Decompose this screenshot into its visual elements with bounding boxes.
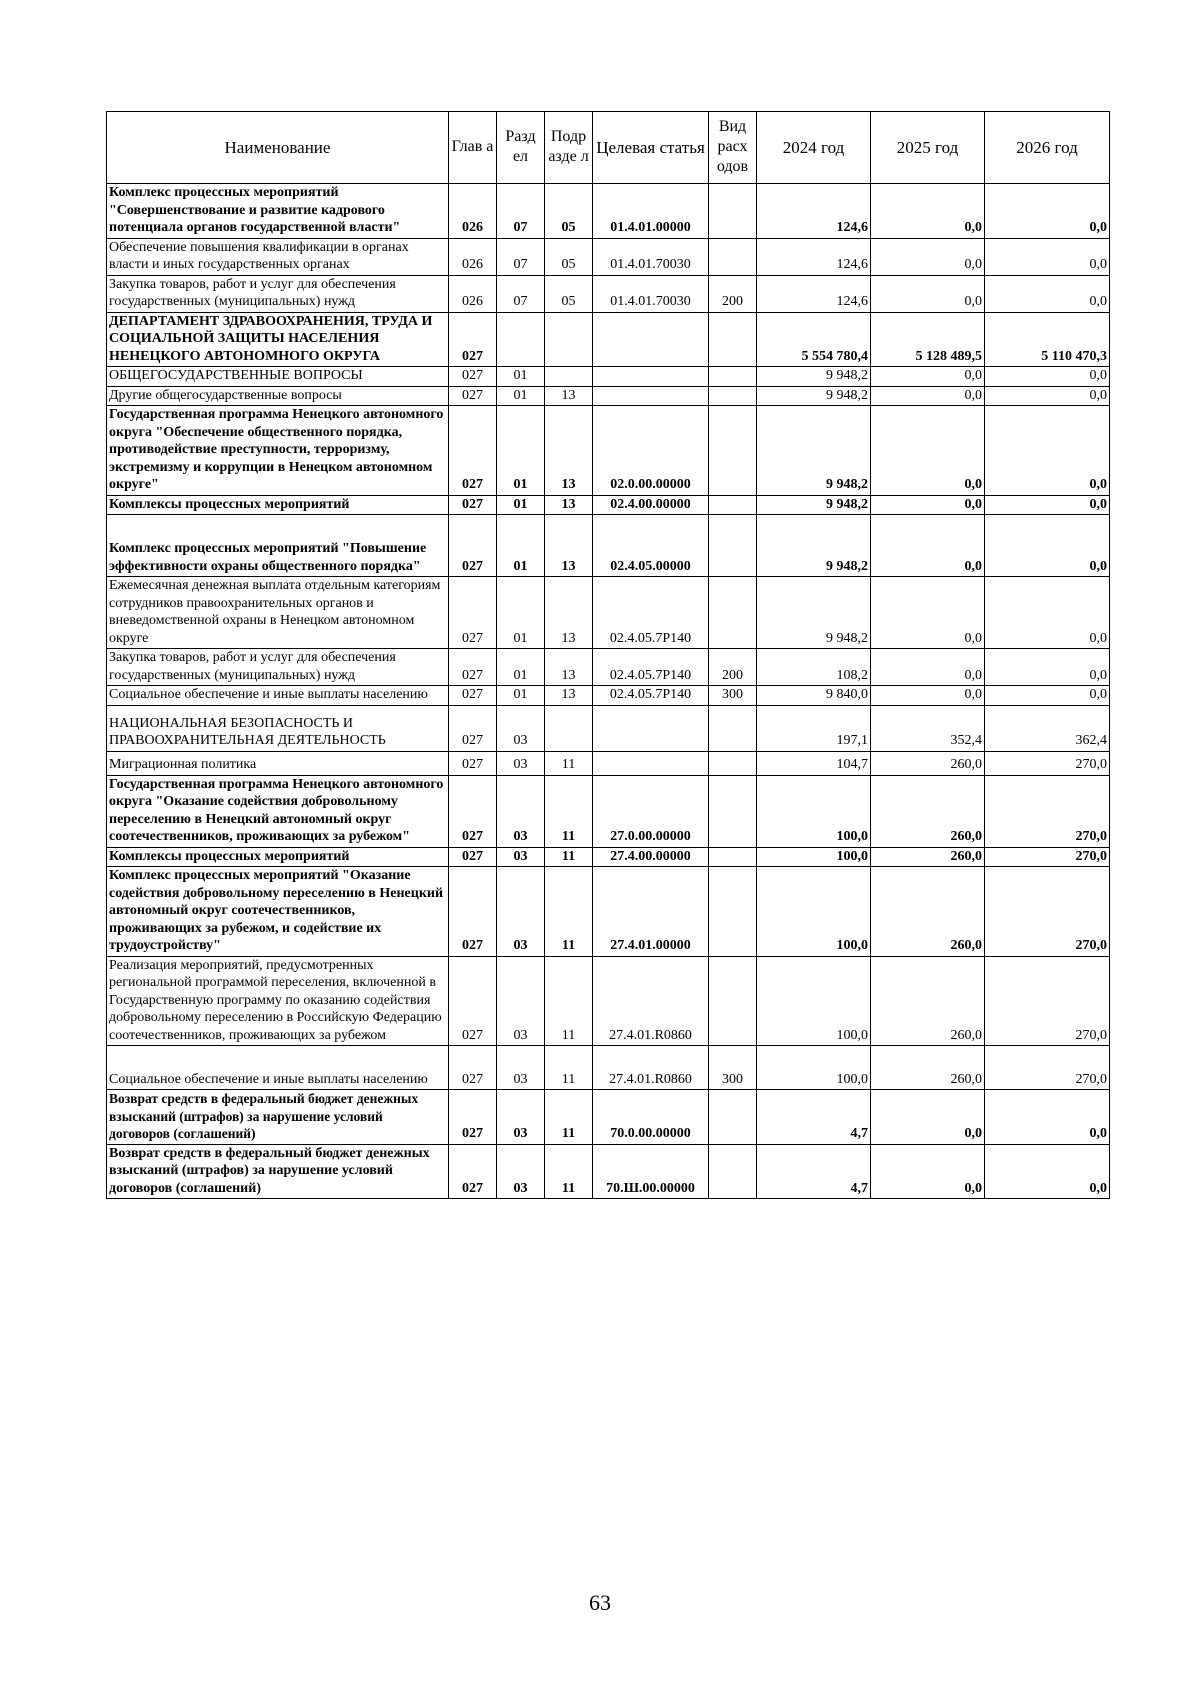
row-2025: 0,0 [871,649,985,686]
row-2024: 104,7 [757,751,871,775]
row-article [593,705,709,751]
row-2026: 0,0 [985,406,1110,496]
row-glava: 027 [449,1090,497,1145]
row-glava: 027 [449,956,497,1046]
row-2026: 270,0 [985,1046,1110,1090]
row-2026: 270,0 [985,956,1110,1046]
row-vid [709,238,757,275]
page-number: 63 [589,1590,611,1615]
row-glava: 026 [449,238,497,275]
row-2026: 0,0 [985,238,1110,275]
table-row [107,775,1110,847]
budget-table [106,111,1110,1199]
table-row [107,367,1110,387]
header-vid: Вид расх одов [709,112,757,184]
row-vid [709,495,757,515]
row-2025: 260,0 [871,1046,985,1090]
table-row [107,847,1110,867]
row-2024: 9 948,2 [757,406,871,496]
row-name: Закупка товаров, работ и услуг для обеспечения государственных (муниципальных) нужд [107,649,449,686]
row-2024: 124,6 [757,184,871,239]
row-podrazdel: 13 [545,686,593,706]
row-article: 02.4.05.00000 [593,515,709,577]
row-2025: 0,0 [871,515,985,577]
row-2024: 9 948,2 [757,515,871,577]
row-article: 27.0.00.00000 [593,775,709,847]
header-podrazdel: Подр азде л [545,112,593,184]
row-name: Социальное обеспечение и иные выплаты населению [107,1046,449,1090]
row-podrazdel: 05 [545,184,593,239]
table-header-row [107,112,1110,184]
row-razdel: 03 [497,1046,545,1090]
row-2026: 0,0 [985,386,1110,406]
table-row [107,238,1110,275]
row-2025: 0,0 [871,238,985,275]
table-row [107,1046,1110,1090]
table-row [107,686,1110,706]
row-2024: 124,6 [757,275,871,312]
row-razdel: 01 [497,649,545,686]
row-2025: 0,0 [871,386,985,406]
row-article: 02.0.00.00000 [593,406,709,496]
header-2025: 2025 год [871,112,985,184]
row-2026: 270,0 [985,775,1110,847]
row-2026: 0,0 [985,367,1110,387]
row-name: НАЦИОНАЛЬНАЯ БЕЗОПАСНОСТЬ И ПРАВООХРАНИТЕЛЬНАЯ ДЕЯТЕЛЬНОСТЬ [107,705,449,751]
row-2024: 5 554 780,4 [757,312,871,367]
row-2024: 9 840,0 [757,686,871,706]
row-2024: 4,7 [757,1144,871,1199]
row-2025: 0,0 [871,686,985,706]
row-name: ДЕПАРТАМЕНТ ЗДРАВООХРАНЕНИЯ, ТРУДА И СОЦИАЛЬНОЙ ЗАЩИТЫ НАСЕЛЕНИЯ НЕНЕЦКОГО АВТОНОМНОГО ОКРУГА [107,312,449,367]
table-row [107,515,1110,577]
row-article: 02.4.05.7Р140 [593,686,709,706]
row-name: Обеспечение повышения квалификации в органах власти и иных государственных органах [107,238,449,275]
row-podrazdel: 11 [545,1090,593,1145]
row-vid [709,751,757,775]
row-razdel: 01 [497,515,545,577]
row-2026: 270,0 [985,847,1110,867]
row-glava: 027 [449,312,497,367]
row-vid: 200 [709,275,757,312]
row-vid [709,367,757,387]
row-razdel: 03 [497,956,545,1046]
row-2025: 0,0 [871,367,985,387]
row-2025: 260,0 [871,847,985,867]
row-name: Ежемесячная денежная выплата отдельным категориям сотрудников правоохранительных органов и вневедомственной охраны в Ненецком автономном округе [107,577,449,649]
row-article: 01.4.01.00000 [593,184,709,239]
row-name: Комплекс процессных мероприятий "Совершенствование и развитие кадрового потенциала органов государственной власти" [107,184,449,239]
row-2026: 362,4 [985,705,1110,751]
row-2026: 0,0 [985,515,1110,577]
row-name: Государственная программа Ненецкого автономного округа "Обеспечение общественного порядка, противодействие преступности, терроризму, экстремизму и коррупции в Ненецком автономном округе" [107,406,449,496]
row-glava: 027 [449,1046,497,1090]
row-name: Государственная программа Ненецкого автономного округа "Оказание содействия добровольному переселению в Ненецкий автономный округ соотечественников, проживающих за рубежом" [107,775,449,847]
row-2026: 270,0 [985,867,1110,957]
row-podrazdel: 11 [545,847,593,867]
row-razdel: 03 [497,751,545,775]
row-glava: 027 [449,386,497,406]
row-2024: 108,2 [757,649,871,686]
row-podrazdel: 11 [545,1046,593,1090]
header-2026: 2026 год [985,112,1110,184]
row-razdel: 07 [497,184,545,239]
row-glava: 027 [449,751,497,775]
row-name: Возврат средств в федеральный бюджет денежных взысканий (штрафов) за нарушение условий договоров (соглашений) [107,1090,449,1145]
row-podrazdel: 13 [545,577,593,649]
table-row [107,705,1110,751]
row-2026: 270,0 [985,751,1110,775]
table-row [107,386,1110,406]
row-razdel: 03 [497,705,545,751]
row-podrazdel: 11 [545,751,593,775]
row-article [593,312,709,367]
row-2025: 0,0 [871,577,985,649]
row-glava: 027 [449,649,497,686]
table-row [107,275,1110,312]
row-2024: 100,0 [757,847,871,867]
row-name: ОБЩЕГОСУДАРСТВЕННЫЕ ВОПРОСЫ [107,367,449,387]
row-vid: 200 [709,649,757,686]
row-2025: 0,0 [871,1090,985,1145]
row-2025: 0,0 [871,275,985,312]
row-2025: 260,0 [871,751,985,775]
row-2024: 100,0 [757,867,871,957]
row-podrazdel: 13 [545,406,593,496]
row-razdel: 03 [497,1144,545,1199]
row-2026: 0,0 [985,1090,1110,1145]
row-name: Реализация мероприятий, предусмотренных региональной программой переселения, включенной в Государственную программу по оказанию содействия добровольному переселению в Российскую Федерацию соотечественников, проживающих за рубежом [107,956,449,1046]
row-2025: 0,0 [871,184,985,239]
row-article: 27.4.01.R0860 [593,956,709,1046]
row-razdel: 03 [497,867,545,957]
row-razdel: 01 [497,386,545,406]
row-2025: 260,0 [871,867,985,957]
row-2026: 0,0 [985,649,1110,686]
table-row [107,867,1110,957]
row-podrazdel: 13 [545,515,593,577]
row-article: 27.4.01.00000 [593,867,709,957]
row-podrazdel: 05 [545,275,593,312]
row-glava: 026 [449,275,497,312]
row-name: Миграционная политика [107,751,449,775]
row-article: 02.4.05.7Р140 [593,577,709,649]
row-2025: 0,0 [871,1144,985,1199]
row-2026: 0,0 [985,577,1110,649]
header-2024: 2024 год [757,112,871,184]
row-name: Комплекс процессных мероприятий "Повышение эффективности охраны общественного порядка" [107,515,449,577]
header-article: Целевая статья [593,112,709,184]
table-row [107,956,1110,1046]
row-vid [709,867,757,957]
row-podrazdel: 13 [545,495,593,515]
row-podrazdel [545,367,593,387]
row-article [593,386,709,406]
row-razdel: 03 [497,1090,545,1145]
row-2024: 100,0 [757,775,871,847]
table-row [107,1090,1110,1145]
row-2026: 0,0 [985,686,1110,706]
row-glava: 027 [449,775,497,847]
row-podrazdel: 05 [545,238,593,275]
row-name: Комплекс процессных мероприятий "Оказание содействия добровольному переселению в Ненецкий автономный округ соотечественников, проживающих за рубежом, и содействие их трудоустройству" [107,867,449,957]
row-2025: 5 128 489,5 [871,312,985,367]
row-2026: 0,0 [985,275,1110,312]
header-glava: Глав а [449,112,497,184]
row-article: 70.Ш.00.00000 [593,1144,709,1199]
row-razdel: 01 [497,686,545,706]
row-2024: 9 948,2 [757,577,871,649]
row-vid [709,705,757,751]
row-vid: 300 [709,1046,757,1090]
row-glava: 027 [449,867,497,957]
row-article: 01.4.01.70030 [593,238,709,275]
row-name: Закупка товаров, работ и услуг для обеспечения государственных (муниципальных) нужд [107,275,449,312]
table-row [107,751,1110,775]
row-podrazdel [545,312,593,367]
row-name: Комплексы процессных мероприятий [107,847,449,867]
table-row [107,406,1110,496]
row-vid [709,184,757,239]
row-podrazdel: 11 [545,775,593,847]
table-row [107,312,1110,367]
row-glava: 027 [449,577,497,649]
row-article: 02.4.05.7Р140 [593,649,709,686]
row-2024: 100,0 [757,956,871,1046]
row-vid [709,956,757,1046]
row-razdel: 01 [497,577,545,649]
row-2024: 4,7 [757,1090,871,1145]
row-2026: 0,0 [985,1144,1110,1199]
row-glava: 027 [449,406,497,496]
table-row [107,649,1110,686]
row-article: 27.4.01.R0860 [593,1046,709,1090]
row-vid [709,1090,757,1145]
row-vid [709,1144,757,1199]
row-vid [709,386,757,406]
header-razdel: Разд ел [497,112,545,184]
row-razdel [497,312,545,367]
row-2025: 260,0 [871,956,985,1046]
row-podrazdel: 11 [545,867,593,957]
row-razdel: 01 [497,406,545,496]
row-vid [709,406,757,496]
row-vid [709,515,757,577]
row-podrazdel: 13 [545,649,593,686]
row-2026: 5 110 470,3 [985,312,1110,367]
table-row [107,495,1110,515]
row-glava: 027 [449,705,497,751]
row-2024: 9 948,2 [757,367,871,387]
row-2024: 197,1 [757,705,871,751]
row-vid: 300 [709,686,757,706]
table-row [107,1144,1110,1199]
row-2024: 9 948,2 [757,495,871,515]
row-podrazdel [545,705,593,751]
row-name: Возврат средств в федеральный бюджет денежных взысканий (штрафов) за нарушение условий договоров (соглашений) [107,1144,449,1199]
row-glava: 026 [449,184,497,239]
row-razdel: 07 [497,275,545,312]
row-article: 27.4.00.00000 [593,847,709,867]
row-2026: 0,0 [985,184,1110,239]
table-row [107,184,1110,239]
row-vid [709,312,757,367]
row-article [593,751,709,775]
row-razdel: 01 [497,495,545,515]
table-row [107,577,1110,649]
row-2026: 0,0 [985,495,1110,515]
row-podrazdel: 13 [545,386,593,406]
row-name: Социальное обеспечение и иные выплаты населению [107,686,449,706]
row-podrazdel: 11 [545,956,593,1046]
row-razdel: 01 [497,367,545,387]
row-glava: 027 [449,515,497,577]
row-podrazdel: 11 [545,1144,593,1199]
row-name: Комплексы процессных мероприятий [107,495,449,515]
row-razdel: 07 [497,238,545,275]
row-glava: 027 [449,367,497,387]
header-name: Наименование [107,112,449,184]
row-2025: 260,0 [871,775,985,847]
row-glava: 027 [449,495,497,515]
row-article: 02.4.00.00000 [593,495,709,515]
row-glava: 027 [449,847,497,867]
row-2024: 124,6 [757,238,871,275]
row-2025: 352,4 [871,705,985,751]
row-article: 01.4.01.70030 [593,275,709,312]
row-2025: 0,0 [871,495,985,515]
row-2024: 9 948,2 [757,386,871,406]
row-2024: 100,0 [757,1046,871,1090]
row-name: Другие общегосударственные вопросы [107,386,449,406]
row-razdel: 03 [497,847,545,867]
row-glava: 027 [449,686,497,706]
row-vid [709,577,757,649]
row-vid [709,847,757,867]
row-article: 70.0.00.00000 [593,1090,709,1145]
row-vid [709,775,757,847]
row-2025: 0,0 [871,406,985,496]
row-glava: 027 [449,1144,497,1199]
row-article [593,367,709,387]
row-razdel: 03 [497,775,545,847]
